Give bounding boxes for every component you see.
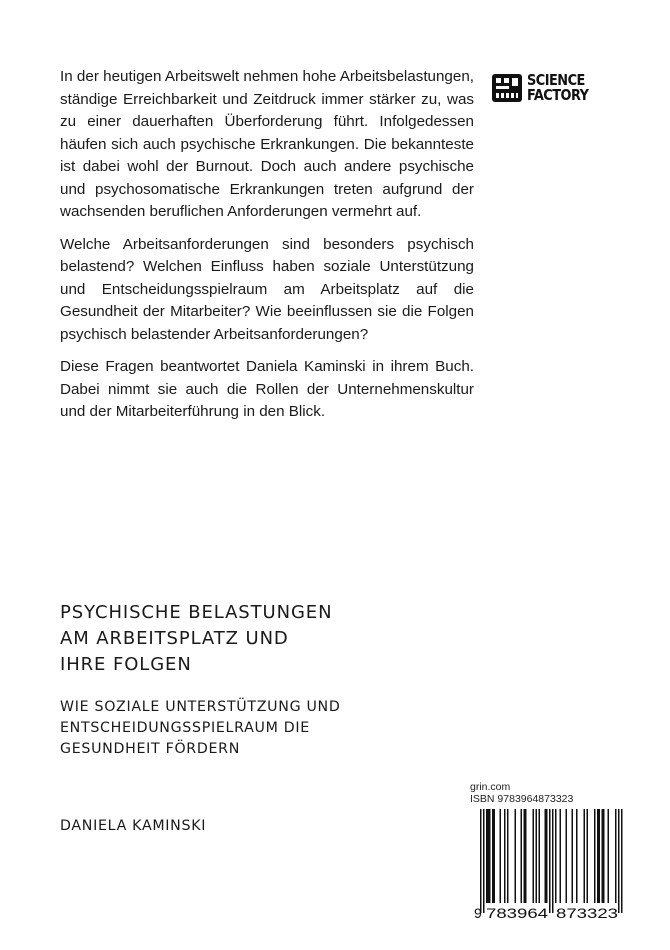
barcode-digits-right: 873323 [556, 905, 619, 921]
barcode-bar [618, 809, 620, 913]
barcode-bar [549, 809, 551, 913]
publisher-name-line-1: SCIENCE [527, 71, 585, 89]
barcode-bar [599, 809, 601, 903]
barcode-bar [488, 809, 490, 903]
barcode-bar [480, 809, 482, 913]
barcode-bar [546, 809, 548, 903]
barcode-bar [515, 809, 517, 903]
barcode-bar [489, 809, 491, 903]
barcode-bar [560, 809, 562, 903]
barcode-bar [525, 809, 527, 903]
barcode-bar [608, 809, 610, 903]
book-title-line-2: AM ARBEITSPLATZ UND [60, 628, 289, 649]
book-title-line-1: PSYCHISCHE BELASTUNGEN [60, 602, 333, 623]
publisher-name [527, 73, 589, 103]
barcode-bar [594, 809, 596, 903]
book-subtitle-line-1: WIE SOZIALE UNTERSTÜTZUNG UND [60, 699, 341, 715]
publisher-website: grin.com [470, 781, 511, 793]
book-subtitle-line-2: ENTSCHEIDUNGSSPIELRAUM DIE [60, 720, 310, 736]
blurb-paragraph-2: Welche Arbeitsanforderungen sind besonders psychisch belastend? Welchen Einfluss haben soziale Unterstützung und Entscheidungsspielraum am Arbeitsplatz auf die Gesundheit der Mitarbeiter? Wie beeinflussen sie die Folgen psychisch belastender Arbeitsanforderungen? [60, 235, 474, 343]
barcode-bar [492, 809, 494, 903]
barcode-bar [584, 809, 586, 903]
publisher-logo [492, 70, 604, 106]
isbn-label: ISBN 9783964873323 [470, 793, 574, 805]
barcode-bar [545, 809, 547, 903]
barcode-bar [552, 809, 554, 913]
barcode-bar [603, 809, 605, 903]
science-factory-logo-icon [492, 73, 522, 103]
barcode-bar [524, 809, 526, 903]
barcode-bar [566, 809, 568, 903]
barcode-bar [500, 809, 502, 903]
book-subtitle-line-3: GESUNDHEIT FÖRDERN [60, 741, 241, 757]
book-title-line-3: IHRE FOLGEN [60, 654, 192, 675]
barcode-bar [521, 809, 523, 903]
barcode-bar [572, 809, 574, 903]
barcode-bar [533, 809, 535, 903]
book-title [60, 600, 440, 678]
barcode-bar [597, 809, 599, 903]
barcode-bar [576, 809, 578, 903]
barcode-bar [555, 809, 557, 903]
barcode-bar [483, 809, 485, 913]
book-subtitle [60, 697, 440, 760]
barcode-bar [602, 809, 604, 903]
isbn-block [470, 781, 632, 921]
barcode-digit-first: 9 [474, 905, 482, 921]
book-author: DANIELA KAMINSKI [60, 818, 207, 834]
barcode-bar [621, 809, 623, 913]
barcode-bar [504, 809, 506, 903]
barcode-bar [507, 809, 509, 903]
back-cover-blurb [60, 66, 474, 434]
barcode-bars [480, 809, 623, 913]
isbn-barcode [470, 809, 632, 921]
barcode-bar [587, 809, 589, 903]
barcode-bar [615, 809, 617, 903]
barcode-bar [494, 809, 496, 903]
barcode-bar [486, 809, 488, 903]
barcode-bar [536, 809, 538, 903]
blurb-paragraph-1: In der heutigen Arbeitswelt nehmen hohe Arbeitsbelastungen, ständige Erreichbarkeit und Zeitdruck immer stärker zu, was zu einer dauerhaften Überforderung führt. Infolgedessen häufen sich auch psychische Erkrankungen. Die bekannteste ist dabei wohl der Burnout. Doch auch andere psychische und psychosomatische Erkrankungen treten aufgrund der wachsenden beruflichen Anforderungen vermehrt auf. [60, 68, 474, 220]
blurb-paragraph-3: Diese Fragen beantwortet Daniela Kaminski in ihrem Buch. Dabei nimmt sie auch die Rollen der Unternehmenskultur und der Mitarbeiterführung in den Blick. [60, 358, 474, 420]
barcode-digits-left: 783964 [486, 905, 549, 921]
barcode-bar [539, 809, 541, 903]
publisher-name-line-2: FACTORY [527, 86, 589, 104]
